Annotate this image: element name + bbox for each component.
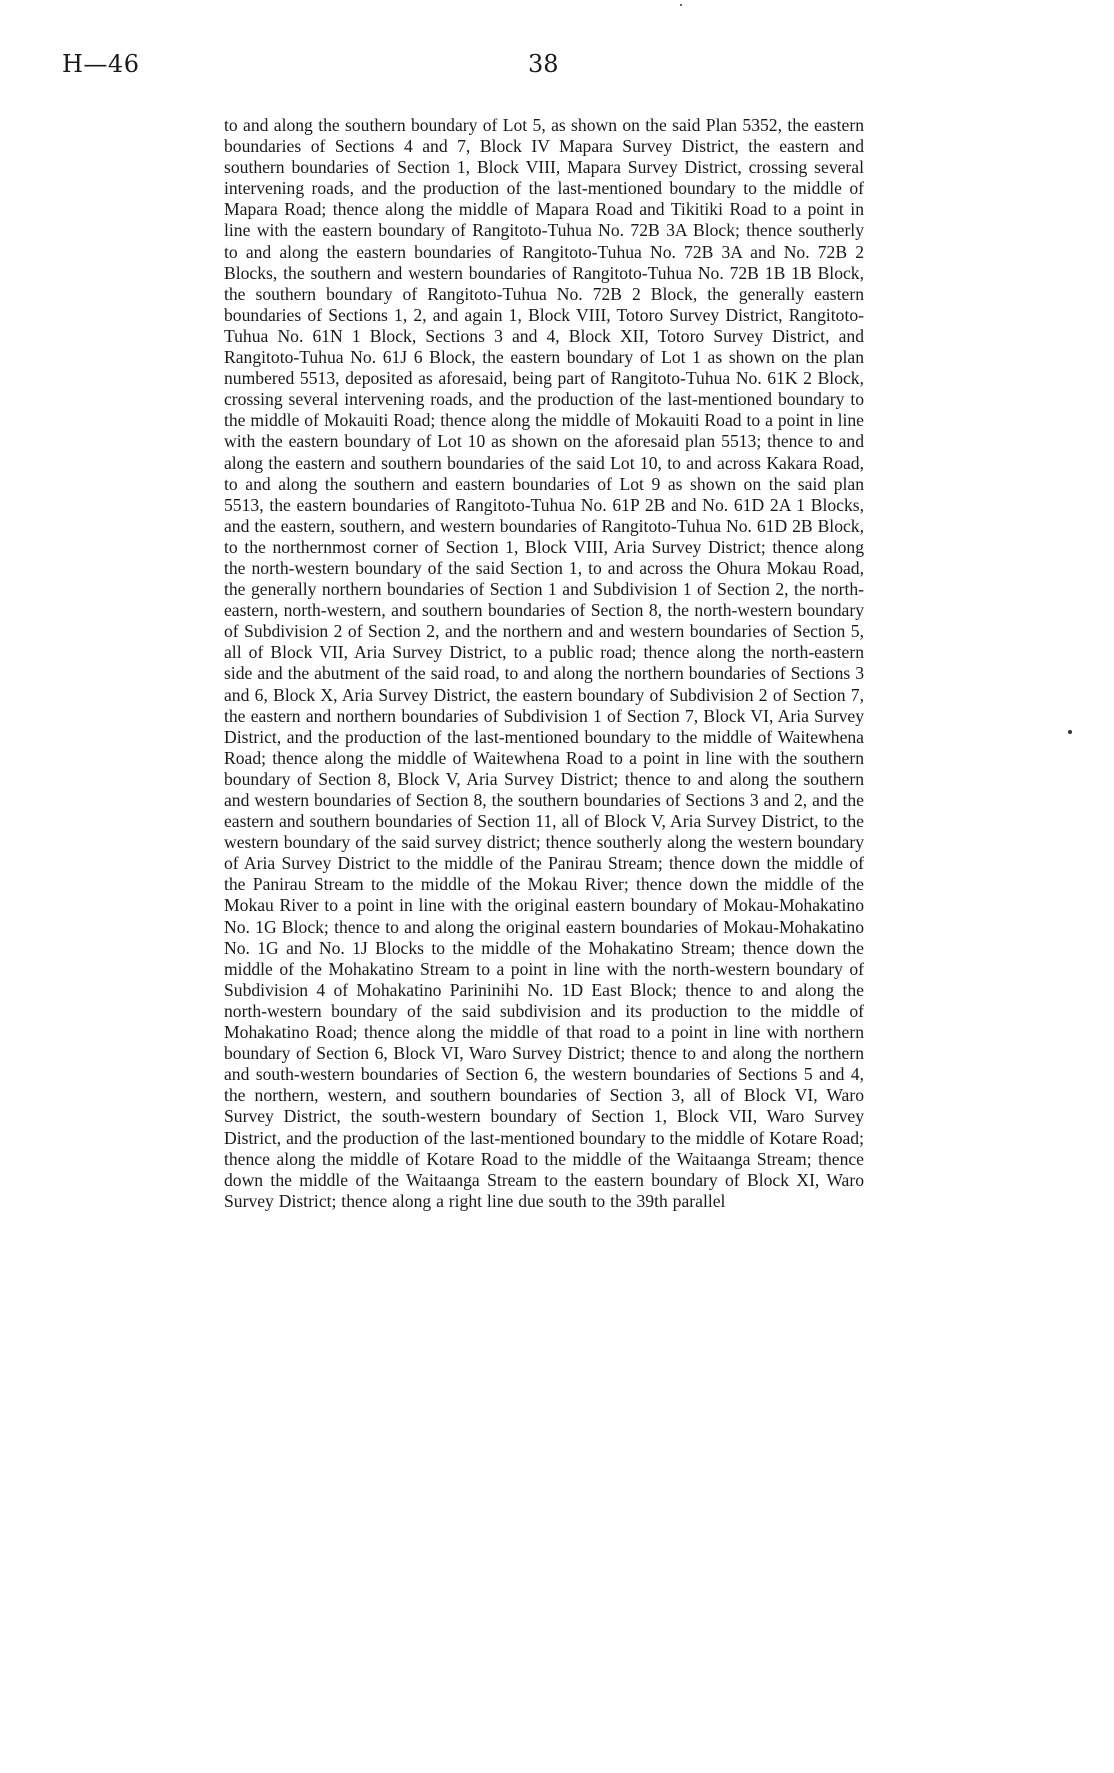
page-number: 38 xyxy=(528,50,559,78)
document-reference: H—46 xyxy=(62,50,140,78)
print-speck xyxy=(1068,730,1072,734)
body-paragraph: to and along the southern boundary of Lot 5, as shown on the said Plan 5352, the eastern boundaries of Sections 4 and 7, Block IV Mapara Survey District, the eastern and southern boundaries of Section 1, Block VIII, Mapara Survey District, crossing several intervening roads, and the production of the last-mentioned boundary to the middle of Mapara Road; thence along the middle of Mapara Road and Tikitiki Road to a point in line with the eastern boundary of Rangitoto-Tuhua No. 72B 3A Block; thence southerly to and along the eastern boundaries of Rangitoto-Tuhua No. 72B 3A and No. 72B 2 Blocks, the southern and western boundaries of Rangitoto-Tuhua No. 72B 1B 1B Block, the southern boundary of Rangitoto-Tuhua No. 72B 2 Block, the generally eastern boundaries of Sections 1, 2, and again 1, Block VIII, Totoro Survey District, Rangitoto-Tuhua No. 61N 1 Block, Sections 3 and 4, Block XII, Totoro Survey District, and Rangitoto-Tuhua No. 61J 6 Block, the eastern boundary of Lot 1 as shown on the plan numbered 5513, deposited as aforesaid, being part of Rangitoto-Tuhua No. 61K 2 Block, crossing several intervening roads, and the production of the last-mentioned boundary to the middle of Mokauiti Road; thence along the middle of Mokauiti Road to a point in line with the eastern boundary of Lot 10 as shown on the aforesaid plan 5513; thence to and along the eastern and southern boundaries of the said Lot 10, to and across Kakara Road, to and along the southern and eastern boundaries of Lot 9 as shown on the said plan 5513, the eastern boundaries of Rangitoto-Tuhua No. 61P 2B and No. 61D 2A 1 Blocks, and the eastern, southern, and western boundaries of Rangitoto-Tuhua No. 61D 2B Block, to the northernmost corner of Section 1, Block VIII, Aria Survey District; thence along the north-western boundary of the said Section 1, to and across the Ohura Mokau Road, the generally northern boundaries of Section 1 and Subdivision 1 of Section 2, the north-eastern, north-western, and southern boundaries of Section 8, the north-western boundary of Subdivision 2 of Section 2, and the northern and and western boundaries of Section 5, all of Block VII, Aria Survey District, to a public road; thence along the north-eastern side and the abutment of the said road, to and along the northern boundaries of Sections 3 and 6, Block X, Aria Survey District, the eastern boundary of Subdivision 2 of Section 7, the eastern and northern boundaries of Subdivision 1 of Section 7, Block VI, Aria Survey District, and the production of the last-mentioned boundary to the middle of Waitewhena Road; thence along the middle of Waitewhena Road to a point in line with the southern boundary of Section 8, Block V, Aria Survey District; thence to and along the southern and western boundaries of Section 8, the southern boundaries of Sections 3 and 2, and the eastern and southern boundaries of Section 11, all of Block V, Aria Survey District, to the western boundary of the said survey district; thence southerly along the western boundary of Aria Survey District to the middle of the Panirau Stream; thence down the middle of the Panirau Stream to the middle of the Mokau River; thence down the middle of the Mokau River to a point in line with the original eastern boundary of Mokau-Mohakatino No. 1G Block; thence to and along the original eastern boundaries of Mokau-Mohakatino No. 1G and No. 1J Blocks to the middle of the Mohakatino Stream; thence down the middle of the Mohakatino Stream to a point in line with the north-western boundary of Subdivision 4 of Mohakatino Parininihi No. 1D East Block; thence to and along the north-western boundary of the said subdivision and its production to the middle of Mohakatino Road; thence along the middle of that road to a point in line with northern boundary of Section 6, Block VI, Waro Survey District; thence to and along the northern and south-western boundaries of Section 6, the western boundaries of Sections 5 and 4, the northern, western, and southern boundaries of Section 3, all of Block VI, Waro Survey District, the south-western boundary of Section 1, Block VII, Waro Survey District, and the production of the last-mentioned boundary to the middle of Kotare Road; thence along the middle of Kotare Road to the middle of the Waitaanga Stream; thence down the middle of the Waitaanga Stream to the eastern boundary of Block XI, Waro Survey District; thence along a right line due south to the 39th parallel xyxy=(224,115,864,1211)
print-speck xyxy=(680,4,682,6)
